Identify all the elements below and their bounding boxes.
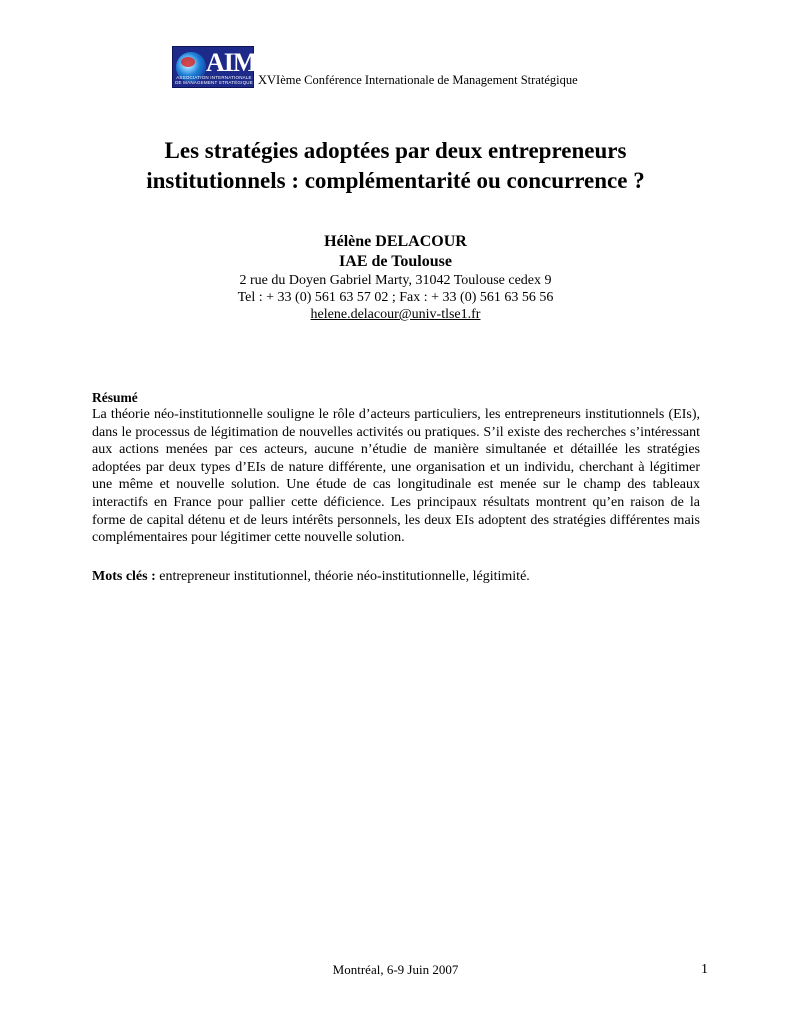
abstract-section — [92, 389, 700, 547]
abstract-body: La théorie néo-institutionnelle souligne le rôle d’acteurs particuliers, les entrepreneurs institutionnels (EIs), dans le processus de légitimation de nouvelles activités ou pratiques. S’il existe des recherches s’intéressant aux actions menées par ces acteurs, aucune n’étudie de manière simultanée et détaillée les stratégies adoptées par deux types d’EIs de nature différente, une organisation et un individu, cherchant à légitimer une même et nouvelle solution. Une étude de cas longitudinale est menée sur le champ des tableaux interactifs en France pour pallier cette déficience. Les principaux résultats montrent qu’en raison de la forme de capital détenu et de leurs intérêts personnels, les deux EIs adoptent des stratégies différentes mais complémentaires pour légitimer cette nouvelle solution. — [92, 407, 700, 546]
author-email-link[interactable]: helene.delacour@univ-tlse1.fr — [310, 307, 481, 322]
paper-title-line-2: institutionnels : complémentarité ou concurrence ? — [146, 168, 645, 193]
globe-highlight-icon — [181, 57, 195, 67]
keywords-label: Mots clés : — [92, 569, 156, 584]
aims-logo — [172, 46, 270, 88]
logo-text: AIMS — [206, 48, 270, 77]
abstract-heading: Résumé — [92, 390, 138, 405]
paper-title-line-1: Les stratégies adoptées par deux entrepreneurs — [164, 138, 627, 163]
paper-title — [80, 136, 711, 196]
author-phone-fax: Tel : + 33 (0) 561 63 57 02 ; Fax : + 33 (0) 561 63 56 56 — [237, 290, 554, 305]
author-block — [80, 232, 711, 323]
conference-title: XVIème Conférence Internationale de Management Stratégique — [258, 73, 578, 87]
keywords-section — [92, 568, 700, 585]
page-header — [172, 44, 578, 88]
author-institution: IAE de Toulouse — [339, 253, 452, 270]
author-name: Hélène DELACOUR — [324, 233, 467, 250]
author-address: 2 rue du Doyen Gabriel Marty, 31042 Toulouse cedex 9 — [239, 273, 552, 288]
keywords-text: entrepreneur institutionnel, théorie néo-institutionnelle, légitimité. — [159, 569, 530, 584]
logo-subtitle: ASSOCIATION INTERNATIONALE DE MANAGEMENT STRATÉGIQUE — [175, 75, 253, 85]
footer-venue: Montréal, 6-9 Juin 2007 — [332, 962, 459, 977]
page-number: 1 — [701, 962, 708, 977]
